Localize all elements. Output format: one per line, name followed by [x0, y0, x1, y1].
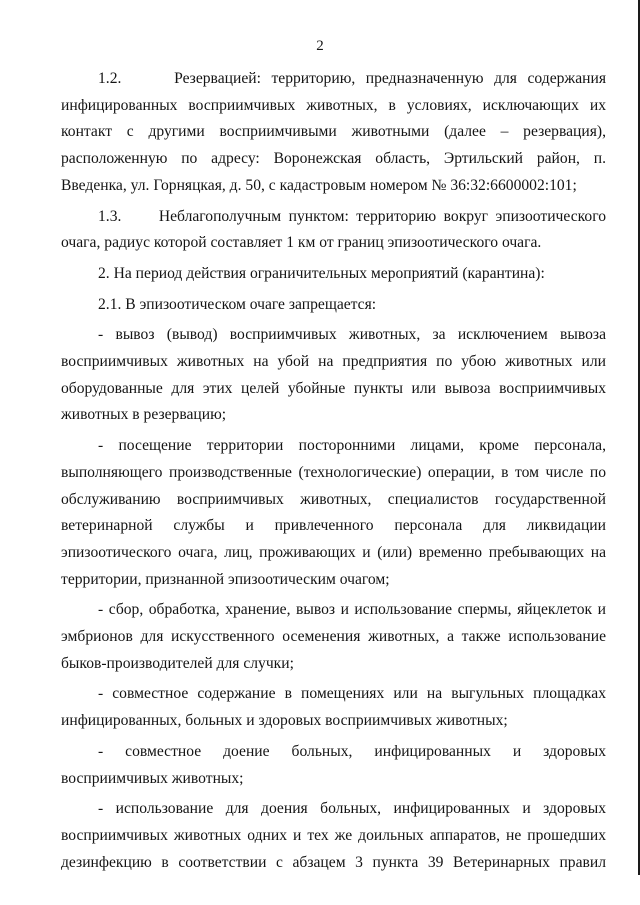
paragraph-2-1-prohibited-in-focus: 2.1. В эпизоотическом очаге запрещается:: [98, 295, 377, 313]
list-item-joint-housing: - совместное содержание в помещениях или на выгульных площадках инфицированных, больных и здоровых восприимчивых животных;: [61, 685, 606, 730]
list-item-territory-visits: - посещение территории посторонними лицами, кроме персонала, выполняющего производственные (технологические) операции, в том числе по обслуживанию восприимчивых животных, специалистов государственной ветеринарной службы и привлеченного персонала для ликвидации эпизоотического очага, лиц, проживающих и (или) временно пребывающих на территории, признанной эпизоотическим очагом;: [61, 437, 606, 588]
paragraph-1-3-unfavorable-point: 1.3. Неблагополучным пунктом: территорию вокруг эпизоотического очага, радиус которой составляет 1 км от границ эпизоотического очага.: [61, 207, 606, 252]
paragraph-2-quarantine-period: 2. На период действия ограничительных мероприятий (карантина):: [98, 264, 545, 282]
list-item-semen-embryos: - сбор, обработка, хранение, вывоз и использование спермы, яйцеклеток и эмбрионов для искусственного осеменения животных, а также использование быков-производителей для случки;: [61, 601, 606, 672]
page-number: 2: [316, 38, 324, 54]
list-item-animal-removal: - вывоз (вывод) восприимчивых животных, за исключением вывоза восприимчивых животных на убой на предприятия по убою животных или оборудованные для этих целей убойные пункты или вывоза восприимчивых животных в резервацию;: [61, 326, 606, 424]
page-bottom-margin: [0, 875, 640, 905]
list-item-milking-equipment: - использование для доения больных, инфицированных и здоровых восприимчивых животных одних и тех же доильных аппаратов, не прошедших дезинфекцию в соответствии с абзацем 3 пункта 39 Ветеринарных правил: [61, 800, 606, 871]
list-item-joint-milking: - совместное доение больных, инфицированных и здоровых восприимчивых животных;: [61, 742, 606, 787]
paragraph-1-2-reservation: 1.2. Резервацией: территорию, предназначенную для содержания инфицированных восприимчивых животных, в условиях, исключающих их контакт с другими восприимчивыми животными (далее – резервация), расположенную по адресу: Воронежская область, Эртильский район, п. Введенка, ул. Горняцкая, д. 50, с кадастровым номером № 36:32:6600002:101;: [61, 70, 606, 194]
document-body: [61, 66, 606, 903]
